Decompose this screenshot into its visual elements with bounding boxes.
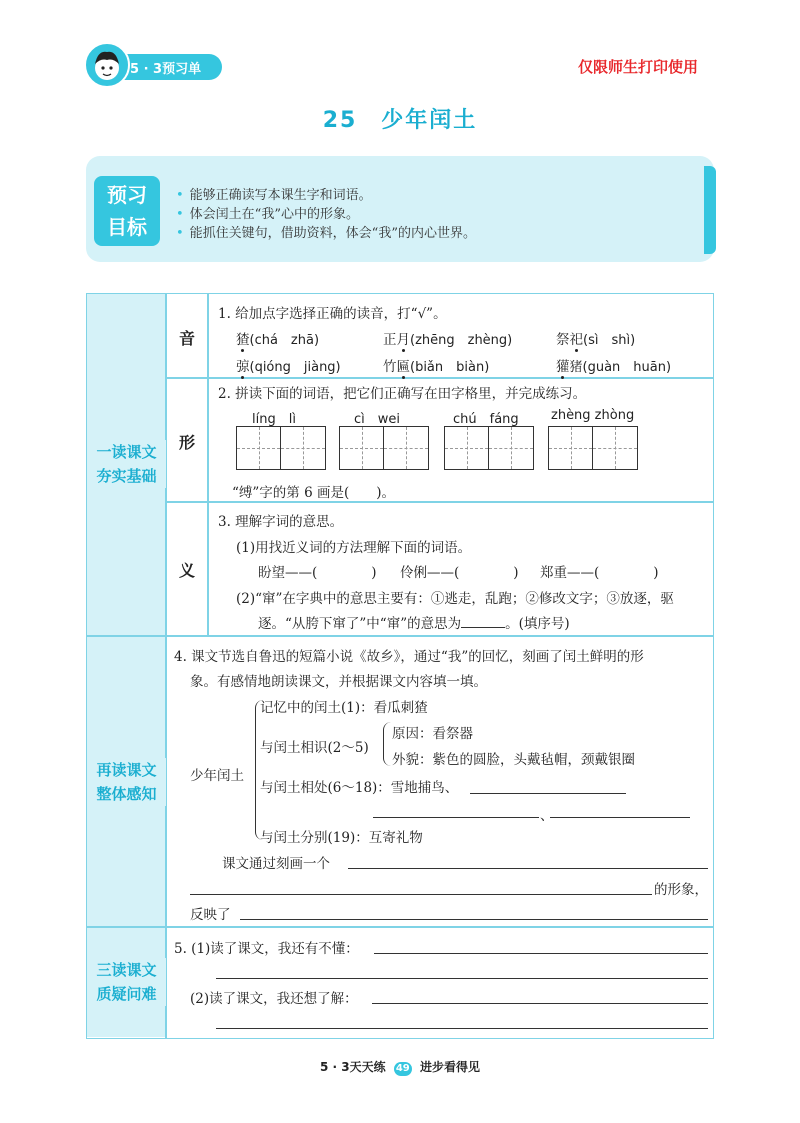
answer-blank[interactable] [240, 918, 708, 920]
section-label-line: 质疑问难 [96, 985, 157, 1003]
plain-char: 竹 [383, 359, 397, 375]
answer-blank[interactable] [216, 1027, 708, 1029]
section-label-line: 整体感知 [96, 785, 157, 803]
sub-label-meaning: 义 [178, 561, 195, 580]
sub-label-form: 形 [178, 433, 195, 452]
brace [255, 700, 264, 840]
q3-sub1: (1)用找近义词的方法理解下面的词语。 [236, 540, 472, 556]
synonym-blank[interactable]: 伶俐——( ) [400, 565, 519, 581]
brand-label: 5 · 3预习单 [130, 62, 202, 77]
writing-grid[interactable] [444, 426, 534, 470]
q3-prompt: 3. 理解字词的意思。 [218, 514, 344, 530]
goals-accent-strip [704, 166, 716, 254]
q5-prompt-1: 5. (1)读了课文，我还有不懂： [174, 941, 359, 957]
pinyin-word: líng lì [252, 412, 296, 427]
pinyin-choices: (sì shì) [583, 333, 636, 348]
separator-mark: 、 [540, 808, 554, 824]
q1-prompt: 1. 给加点字选择正确的读音，打“√”。 [218, 306, 447, 322]
summary-text: 课文通过刻画一个 [222, 856, 330, 872]
q4-prompt-line2: 象。有感情地朗读课文，并根据课文内容填一填。 [190, 674, 487, 690]
q1-option[interactable] [236, 328, 319, 348]
tree-root: 少年闰土 [190, 768, 244, 784]
tree-branch: 与闰土相处(6～18)：雪地捕鸟、 [260, 780, 459, 796]
pinyin-choices: (qióng jiàng) [249, 360, 341, 375]
pinyin-word: chú fáng [453, 412, 519, 427]
section-label-line: 再读课文 [96, 761, 157, 779]
plain-char: 祭 [556, 332, 570, 348]
goals-badge-line1: 预习 [107, 183, 147, 207]
dotted-char: 祀 [569, 332, 583, 348]
pinyin-choices: (biǎn biàn) [410, 360, 490, 375]
q4-prompt-line1: 4. 课文节选自鲁迅的短篇小说《故乡》，通过“我”的回忆，刻画了闰土鲜明的形 [174, 649, 644, 665]
dotted-char: 月 [396, 332, 410, 348]
summary-text: 的形象， [654, 882, 708, 898]
dotted-char: 匾 [396, 359, 410, 375]
tree-leaf: 外貌：紫色的圆脸，头戴毡帽，颈戴银圈 [392, 752, 635, 768]
answer-blank[interactable] [372, 1002, 708, 1004]
writing-grid[interactable] [548, 426, 638, 470]
divider [87, 926, 713, 928]
footer-left: 5 · 3天天练 [319, 1060, 386, 1074]
q3-sub2-tail: 。(填序号) [505, 616, 570, 632]
dotted-char: 猹 [236, 332, 250, 348]
section-label-line: 三读课文 [96, 961, 157, 979]
mascot-icon [84, 42, 130, 88]
brace [383, 722, 391, 766]
goal-item: • 体会闰土在“我”心中的形象。 [176, 203, 359, 222]
pinyin-word: zhèng zhòng [551, 408, 635, 423]
footer [0, 1058, 800, 1076]
sub-label-pronunciation: 音 [178, 329, 195, 348]
answer-blank[interactable] [348, 867, 708, 869]
tree-branch: 与闰土相识(2～5) [260, 740, 369, 756]
section-label-1 [87, 440, 166, 488]
answer-blank[interactable] [461, 627, 505, 628]
answer-blank[interactable] [190, 893, 652, 895]
tree-branch: 记忆中的闰土(1)：看瓜刺猹 [260, 700, 428, 716]
goals-badge-line2: 目标 [107, 215, 147, 239]
synonym-blank[interactable]: 郑重——( ) [540, 565, 659, 581]
q1-option[interactable] [383, 328, 512, 348]
divider [87, 635, 713, 637]
q1-option[interactable] [236, 355, 341, 375]
q2-stroke-question: “缚”字的第 6 画是( )。 [232, 485, 396, 501]
q3-sub2-text: 逐。“从胯下窜了”中“窜”的意思为 [258, 616, 462, 632]
q3-sub2-line2 [258, 612, 570, 632]
goal-item: • 能抓住关键句，借助资料，体会“我”的内心世界。 [176, 222, 476, 241]
section-label-line: 一读课文 [96, 443, 157, 461]
summary-text: 反映了 [190, 907, 231, 923]
writing-grid[interactable] [339, 426, 429, 470]
section-label-line: 夯实基础 [96, 467, 157, 485]
pinyin-choices: (zhēng zhèng) [410, 333, 513, 348]
q1-option[interactable] [556, 328, 635, 348]
answer-blank[interactable] [374, 952, 708, 954]
page-title: 25 少年闰土 [322, 108, 478, 133]
answer-blank[interactable] [216, 977, 708, 979]
synonym-blank[interactable]: 盼望——( ) [258, 565, 377, 581]
plain-char: 正 [383, 332, 397, 348]
footer-right: 进步看得见 [419, 1060, 480, 1074]
pinyin-choices: (chá zhā) [249, 333, 320, 348]
print-restriction: 仅限师生打印使用 [578, 58, 699, 76]
dotted-char: 弶 [236, 359, 250, 375]
pinyin-word: cì wei [354, 412, 401, 427]
dotted-char: 獾 [556, 359, 570, 375]
q2-prompt: 2. 拼读下面的词语，把它们正确写在田字格里，并完成练习。 [218, 386, 587, 402]
answer-blank[interactable] [550, 816, 690, 818]
goal-item: • 能够正确读写本课生字和词语。 [176, 184, 372, 203]
tree-branch: 与闰土分别(19)：互寄礼物 [260, 830, 423, 846]
writing-grid[interactable] [236, 426, 326, 470]
section-label-3 [87, 958, 166, 1006]
q3-sub2-line1: (2)“窜”在字典中的意思主要有：①逃走，乱跑；②修改文字；③放逐，驱 [236, 591, 674, 607]
q1-option[interactable] [556, 355, 671, 375]
q1-option[interactable] [383, 355, 489, 375]
goals-badge [94, 176, 160, 246]
pinyin-choices: 猪(guàn huān) [569, 360, 672, 375]
divider [166, 501, 713, 503]
answer-blank[interactable] [470, 792, 626, 794]
section-label-2 [87, 758, 166, 806]
q5-prompt-2: (2)读了课文，我还想了解： [190, 991, 358, 1007]
answer-blank[interactable] [373, 816, 539, 818]
divider [166, 377, 713, 379]
tree-leaf: 原因：看祭器 [392, 726, 473, 742]
page-number: 49 [394, 1062, 412, 1076]
